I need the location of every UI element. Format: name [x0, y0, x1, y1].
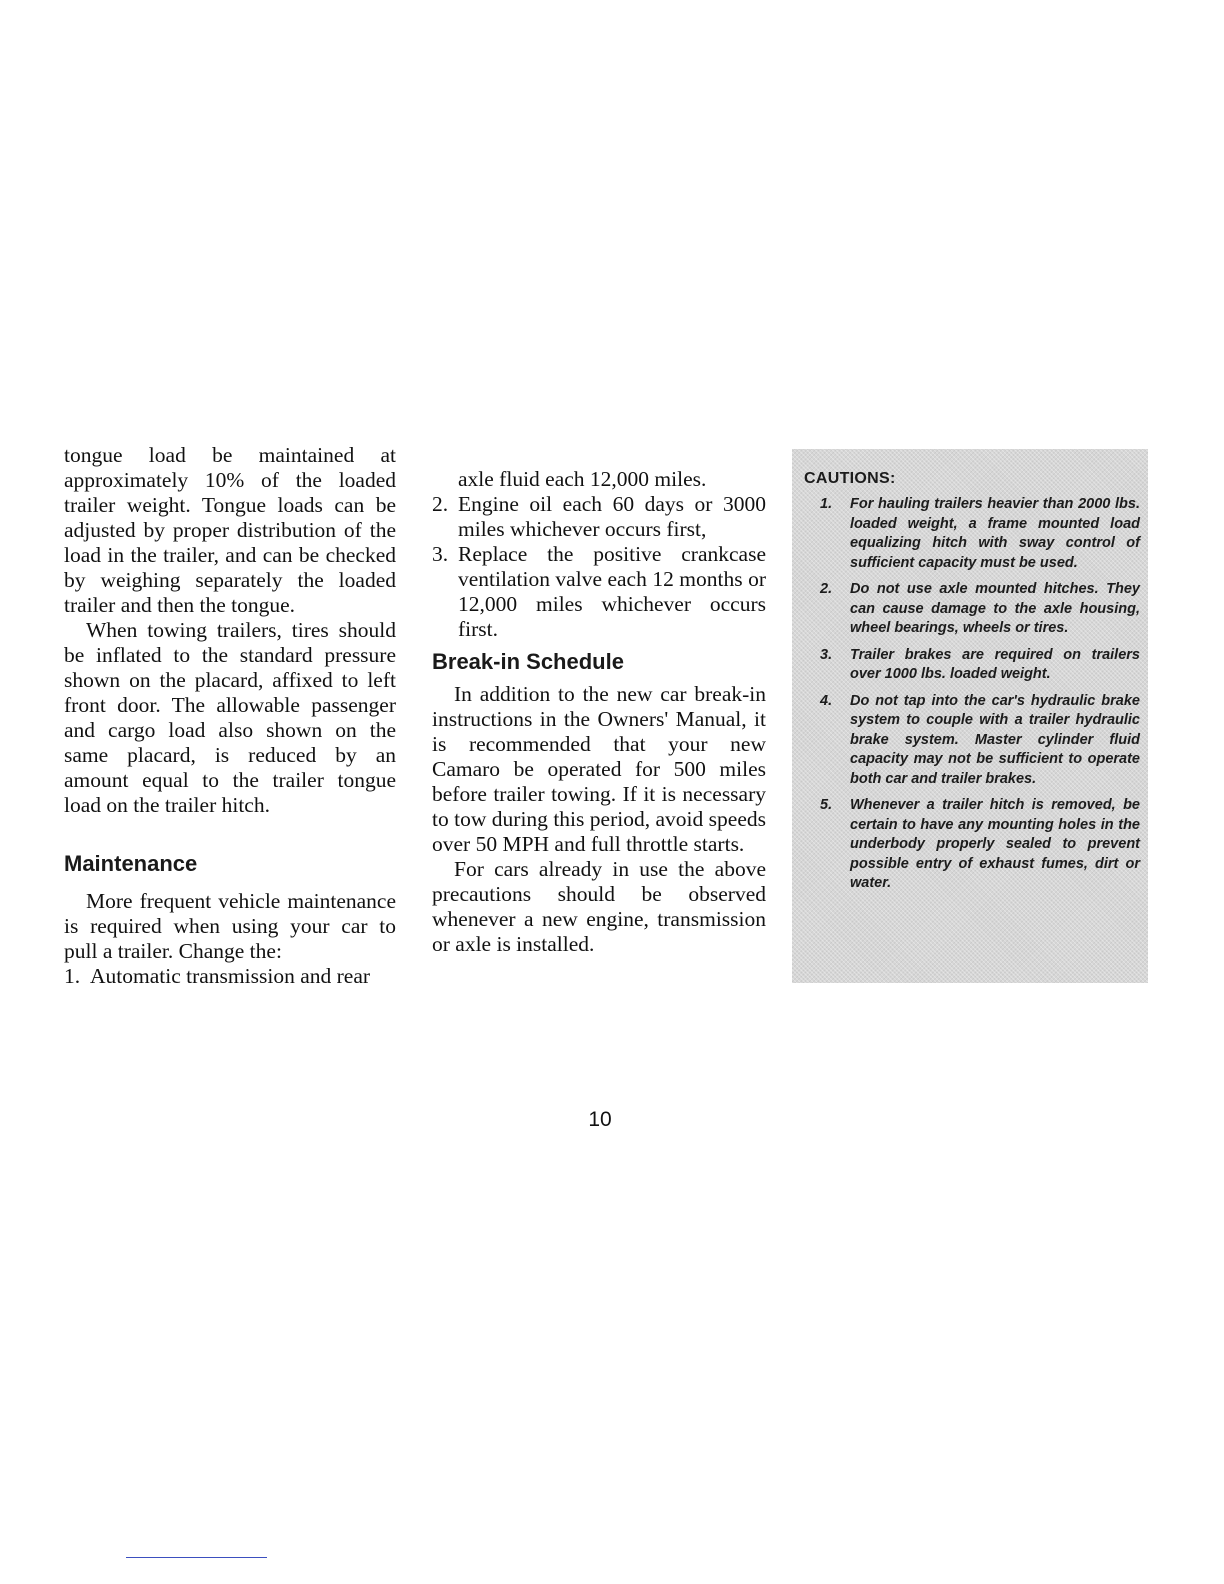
maintenance-list-item-3	[432, 542, 766, 642]
list-number: 1.	[64, 964, 81, 988]
caution-text: Whenever a trailer hitch is removed, be certain to have any mounting holes in the underbody properly sealed to prevent possible entry of exhaust fumes, dirt or water.	[850, 797, 1140, 891]
maintenance-list-item-2	[432, 492, 766, 542]
footer-rule	[126, 1557, 267, 1558]
maintenance-list-item-1-continued: axle fluid each 12,000 miles.	[458, 467, 707, 491]
maintenance-heading: Maintenance	[64, 851, 198, 876]
break-in-schedule-heading: Break-in Schedule	[432, 649, 624, 674]
maintenance-list-item-1	[64, 964, 396, 989]
cautions-box	[792, 449, 1148, 983]
caution-number: 5.	[820, 797, 833, 813]
list-text: Replace the positive crankcase ventilation valve each 12 months or 12,000 miles whichever occurs first.	[458, 542, 766, 641]
list-number: 2.	[432, 492, 449, 516]
caution-item-4	[804, 692, 1140, 790]
caution-number: 3.	[820, 646, 833, 663]
caution-number: 4.	[820, 692, 833, 709]
middle-text-column	[432, 467, 766, 957]
caution-item-1	[804, 495, 1140, 573]
list-number: 3.	[432, 542, 449, 566]
break-in-paragraph: In addition to the new car break-in instructions in the Owners' Manual, it is recommended that your new Camaro be operated for 500 miles before trailer towing. If it is necessary to tow during this period, avoid speeds over 50 MPH and full throttle starts.	[432, 682, 766, 856]
caution-number: 1.	[820, 496, 833, 512]
caution-text: Do not tap into the car's hydraulic brake system to couple with a trailer hydraulic brake system. Master cylinder fluid capacity may not be sufficient to operate both car and trailer brakes.	[850, 692, 1140, 787]
tire-pressure-paragraph: When towing trailers, tires should be inflated to the standard pressure shown on the placard, affixed to left front door. The allowable passenger and cargo load also shown on the same placard, is reduced by an amount equal to the trailer tongue load on the trailer hitch.	[64, 618, 396, 817]
maintenance-paragraph: More frequent vehicle maintenance is required when using your car to pull a trailer. Change the:	[64, 889, 396, 963]
caution-text: For hauling trailers heavier than 2000 lbs. loaded weight, a frame mounted load equalizing hitch with sway control of sufficient capacity must be used.	[850, 496, 1140, 571]
caution-item-3	[804, 646, 1140, 685]
cautions-title: CAUTIONS:	[804, 470, 896, 487]
page-number: 10	[588, 1108, 612, 1131]
caution-text: Do not use axle mounted hitches. They can cause damage to the axle housing, wheel bearings, wheels or tires.	[850, 581, 1140, 636]
caution-text: Trailer brakes are required on trailers over 1000 lbs. loaded weight.	[850, 646, 1140, 682]
left-text-column	[64, 443, 396, 989]
caution-item-2	[804, 580, 1140, 639]
precautions-paragraph: For cars already in use the above precautions should be observed whenever a new engine, transmission or axle is installed.	[432, 857, 766, 956]
list-text: Automatic transmission and rear	[90, 964, 371, 988]
caution-item-5	[804, 796, 1140, 894]
tongue-load-paragraph: tongue load be maintained at approximately 10% of the loaded trailer weight. Tongue loads can be adjusted by proper distribution of the load in the trailer, and can be checked by weighing separately the loaded trailer and then the tongue.	[64, 443, 396, 617]
list-text: Engine oil each 60 days or 3000 miles whichever occurs first,	[458, 492, 766, 541]
caution-number: 2.	[820, 581, 833, 597]
